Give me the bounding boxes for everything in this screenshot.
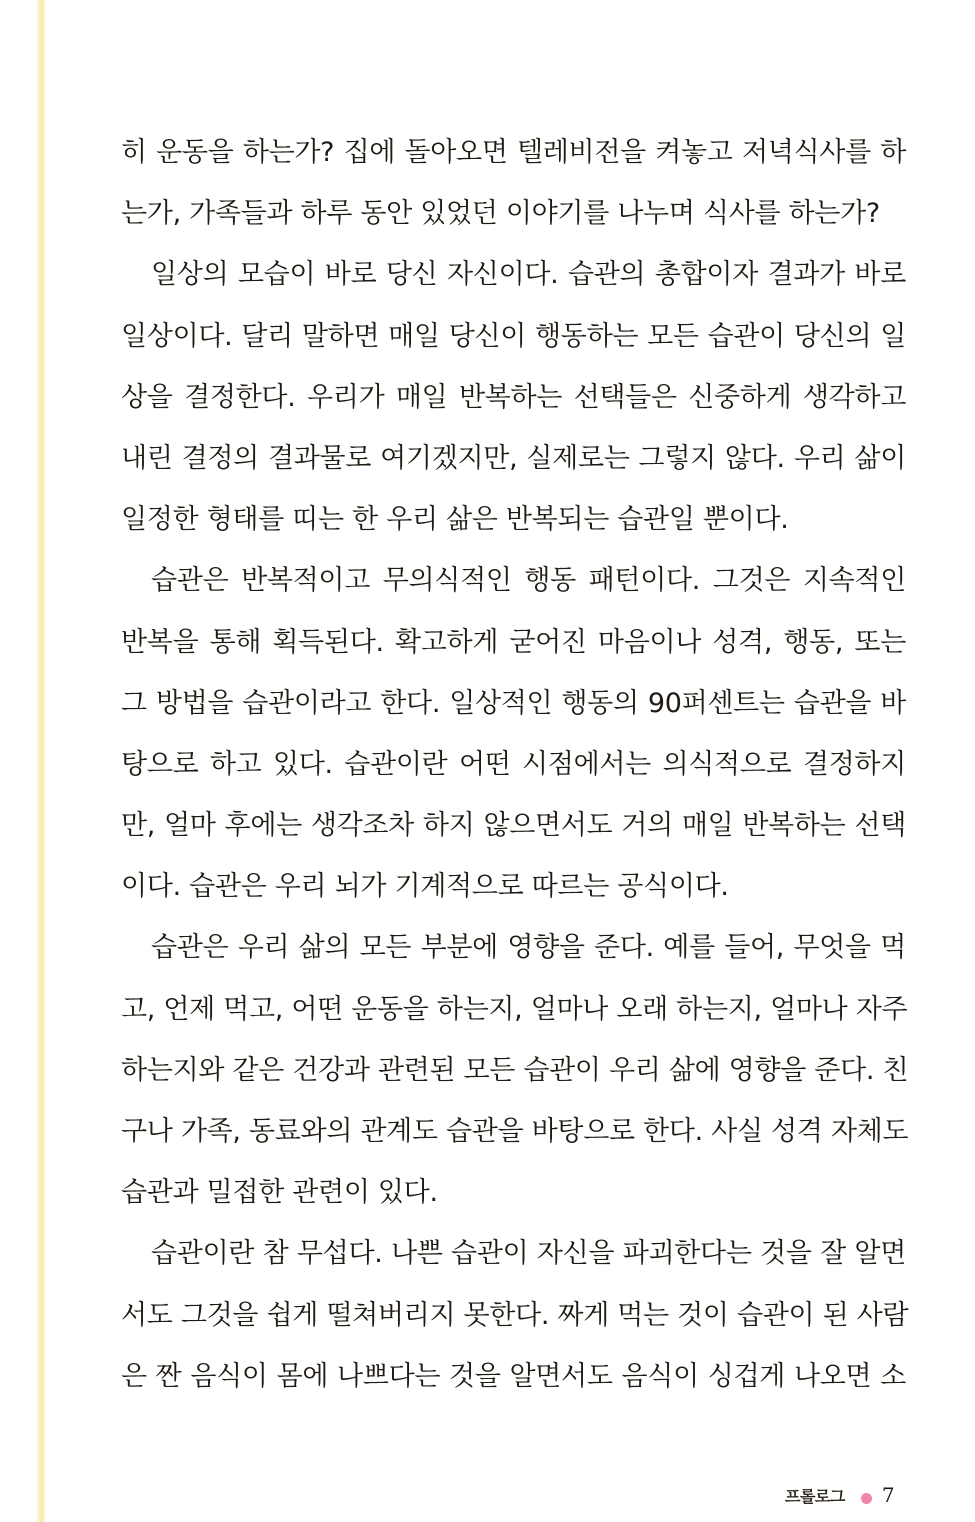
text-line: 일정한 형태를 띠는 한 우리 삶은 반복되는 습관일 뿐이다. xyxy=(121,504,789,536)
text-line: 습관은 반복적이고 무의식적인 행동 패턴이다. 그것은 지속적인 xyxy=(151,565,906,597)
text-line: 일상의 모습이 바로 당신 자신이다. 습관의 총합이자 결과가 바로 xyxy=(151,259,906,291)
text-line: 내린 결정의 결과물로 여기겠지만, 실제로는 그렇지 않다. 우리 삶이 xyxy=(121,442,906,474)
body-text xyxy=(121,131,909,1416)
text-line: 구나 가족, 동료와의 관계도 습관을 바탕으로 한다. 사실 성격 자체도 xyxy=(121,1116,909,1147)
text-line: 서도 그것을 쉽게 떨쳐버리지 못한다. 짜게 먹는 것이 습관이 된 사람 xyxy=(121,1299,909,1331)
text-line: 일상이다. 달리 말하면 매일 당신이 행동하는 모든 습관이 당신의 일 xyxy=(121,320,906,352)
text-line: 은 짠 음식이 몸에 나쁘다는 것을 알면서도 음식이 싱겁게 나오면 소 xyxy=(121,1360,906,1392)
text-line: 탕으로 하고 있다. 습관이란 어떤 시점에서는 의식적으로 결정하지 xyxy=(121,748,906,780)
pink-dot-icon xyxy=(861,1493,872,1504)
text-line: 반복을 통해 획득된다. 확고하게 굳어진 마음이나 성격, 행동, 또는 xyxy=(121,626,906,658)
text-line: 하는지와 같은 건강과 관련된 모든 습관이 우리 삶에 영향을 준다. 친 xyxy=(121,1054,909,1086)
page-number: 7 xyxy=(881,1483,895,1507)
text-line: 상을 결정한다. 우리가 매일 반복하는 선택들은 신중하게 생각하고 xyxy=(121,381,906,413)
text-line: 고, 언제 먹고, 어떤 운동을 하는지, 얼마나 오래 하는지, 얼마나 자주 xyxy=(121,993,908,1025)
section-title: 프롤로그 xyxy=(785,1486,845,1506)
page-gutter-stripe xyxy=(36,0,46,1522)
text-line: 이다. 습관은 우리 뇌가 기계적으로 따르는 공식이다. xyxy=(121,871,729,903)
text-line: 습관이란 참 무섭다. 나쁜 습관이 자신을 파괴한다는 것을 잘 알면 xyxy=(151,1238,906,1270)
text-line: 만, 얼마 후에는 생각조차 하지 않으면서도 거의 매일 반복하는 선택 xyxy=(121,810,906,842)
text-line: 히 운동을 하는가? 집에 돌아오면 텔레비전을 켜놓고 저녁식사를 하 xyxy=(121,137,906,168)
text-line: 그 방법을 습관이라고 한다. 일상적인 행동의 90퍼센트는 습관을 바 xyxy=(121,687,906,719)
text-line: 는가, 가족들과 하루 동안 있었던 이야기를 나누며 식사를 하는가? xyxy=(121,198,880,230)
page-footer xyxy=(785,1480,910,1510)
text-line: 습관과 밀접한 관련이 있다. xyxy=(121,1177,438,1209)
text-line: 습관은 우리 삶의 모든 부분에 영향을 준다. 예를 들어, 무엇을 먹 xyxy=(151,932,906,964)
